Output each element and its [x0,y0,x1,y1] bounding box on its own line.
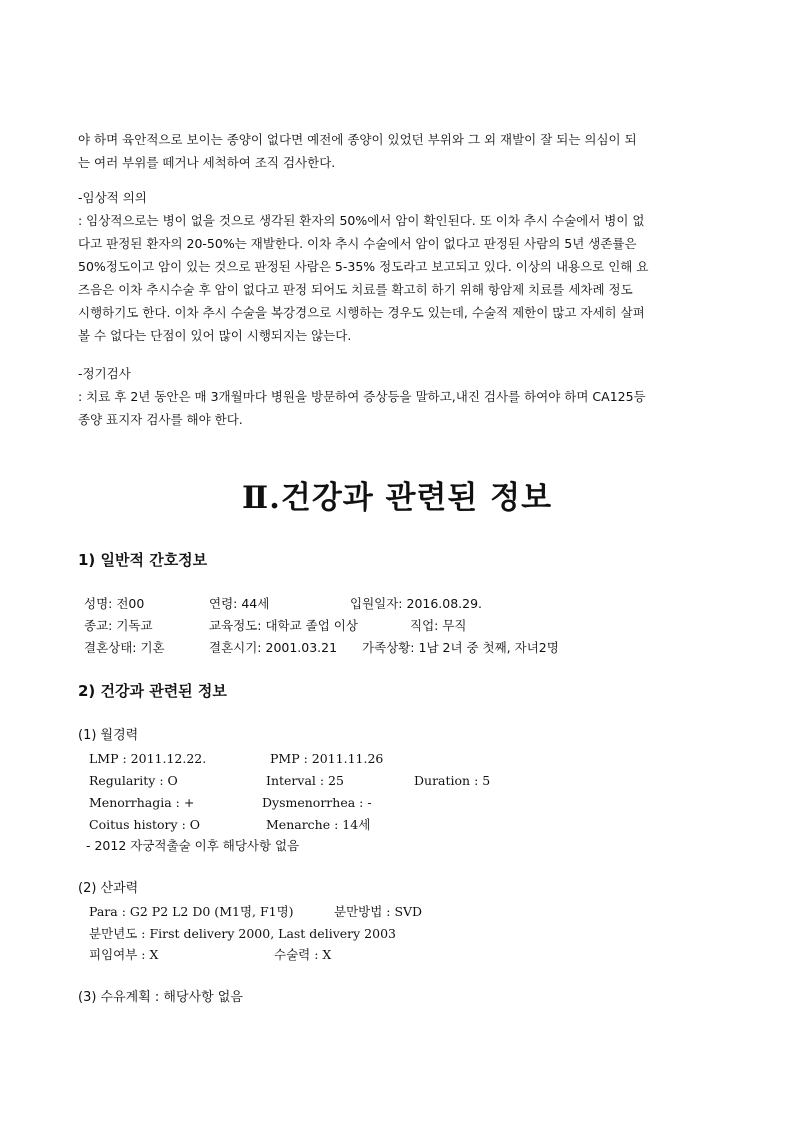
contraception-field: 피임여부 : X [89,947,159,962]
obstetric-history-heading: (2) 산과력 [78,881,139,896]
coitus-history-field: Coitus history : O [89,817,201,832]
followup-heading: -정기검사 [78,366,131,381]
marriage-date-field: 결혼시기: 2001.03.21 [209,640,338,655]
health-info-heading: 2) 건강과 관련된 정보 [78,682,227,700]
menstrual-history-heading: (1) 월경력 [78,728,139,743]
followup-paragraph [78,362,718,431]
intro-paragraph [78,128,718,174]
delivery-method-field: 분만방법 : SVD [334,904,423,919]
regularity-field: Regularity : O [89,773,178,788]
interval-field: Interval : 25 [266,773,344,788]
admit-date-field: 입원일자: 2016.08.29. [350,596,483,611]
clinical-line: 50%정도이고 암이 있는 것으로 판정된 사람은 5-35% 정도라고 보고되고 있다. 이상의 내용으로 인해 요 [78,259,649,274]
lactation-plan: (3) 수유계획 : 해당사항 없음 [78,990,243,1005]
surgery-history-field: 수술력 : X [274,947,332,962]
religion-field: 종교: 기독교 [84,618,153,633]
job-field: 직업: 무직 [410,618,467,633]
clinical-line: 다고 판정된 환자의 20-50%는 재발한다. 이차 추시 수술에서 암이 없다고 판정된 사람의 5년 생존률은 [78,236,637,251]
clinical-significance-paragraph [78,186,718,347]
clinical-line: 즈음은 이차 추시수술 후 암이 없다고 판정 되어도 치료를 확고히 하기 위해 항암제 치료를 세차례 정도 [78,282,633,297]
lmp-field: LMP : 2011.12.22. [89,751,207,766]
menorrhagia-field: Menorrhagia : + [89,795,195,810]
clinical-line: 볼 수 없다는 단점이 있어 많이 시행되지는 않는다. [78,328,352,343]
para-field: Para : G2 P2 L2 D0 (M1명, F1명) [89,904,294,919]
pmp-field: PMP : 2011.11.26 [270,751,384,766]
clinical-heading: -임상적 의의 [78,190,147,205]
clinical-line: 시행하기도 한다. 이차 추시 수술을 복강경으로 시행하는 경우도 있는데, 수술적 제한이 많고 자세히 살펴 [78,305,645,320]
age-field: 연령: 44세 [209,596,270,611]
followup-line: 종양 표지자 검사를 해야 한다. [78,412,243,427]
general-info-heading: 1) 일반적 간호정보 [78,551,208,569]
followup-line: : 치료 후 2년 동안은 매 3개월마다 병원을 방문하여 증상등을 말하고,내진 검사를 하여야 하며 CA125등 [78,389,646,404]
dysmenorrhea-field: Dysmenorrhea : - [262,795,372,810]
education-field: 교육정도: 대학교 졸업 이상 [209,618,358,633]
name-field: 성명: 전00 [84,596,145,611]
family-status-field: 가족상황: 1남 2녀 중 첫째, 자녀2명 [362,640,559,655]
intro-line: 야 하며 육안적으로 보이는 종양이 없다면 예전에 종양이 있었던 부위와 그 외 재발이 잘 되는 의심이 되 [78,132,637,147]
section-title: Ⅱ.건강과 관련된 정보 [241,480,553,516]
marital-status-field: 결혼상태: 기혼 [84,640,165,655]
menarche-field: Menarche : 14세 [266,817,371,832]
duration-field: Duration : 5 [414,773,491,788]
clinical-line: : 임상적으로는 병이 없을 것으로 생각된 환자의 50%에서 암이 확인된다. 또 이차 추시 수술에서 병이 없 [78,213,645,228]
menstrual-note: - 2012 자궁적출술 이후 해당사항 없음 [86,838,300,853]
delivery-year-field: 분만년도 : First delivery 2000, Last delivery 2003 [89,926,396,941]
intro-line: 는 여러 부위를 떼거나 세척하여 조직 검사한다. [78,155,336,170]
